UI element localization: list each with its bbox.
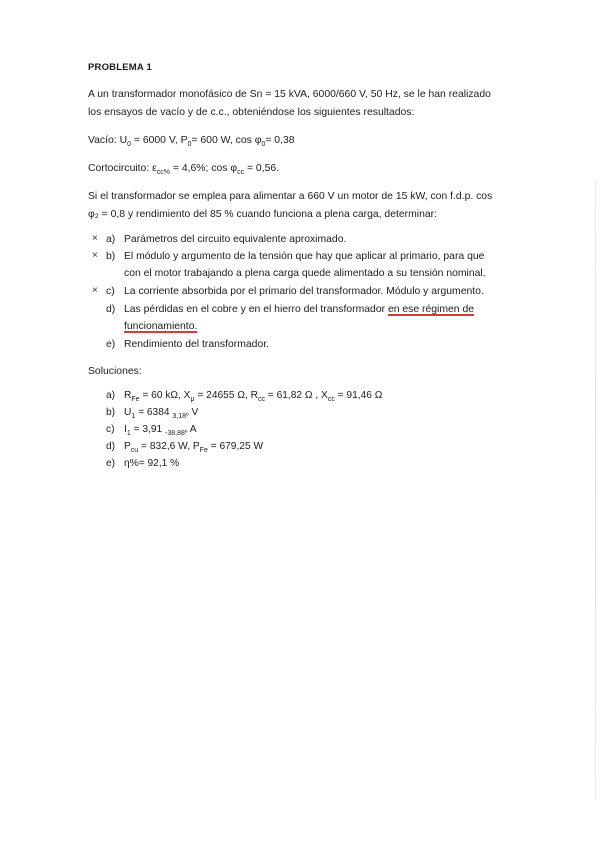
question-d: d) Las pérdidas en el cobre y en el hierro del transformador en ese régimen de [106,304,475,315]
question-b: b) El módulo y argumento de la tensión que hay que aplicar al primario, para que [106,251,485,262]
scan-edge [595,180,596,800]
check-mark-b: × [92,250,98,261]
check-mark-c: × [92,285,98,296]
statement-line-1: A un transformador monofásico de Sn = 15 kVA, 6000/660 V, 50 Hz, se le han realizado [88,89,491,100]
cortocircuito-line: Cortocircuito: $\varepsilon_{cc\%} = 4,6\%$; $\cos \varphi_{cc} = 0,56$. [88,163,280,177]
question-b-cont: con el motor trabajando a plena carga quede alimentado a su tensión nominal. [124,268,486,279]
solution-b: b) $U_1 = 6384$ $_{3,18º}$ V [106,407,199,421]
underlined-phrase: en ese régimen de [387,304,475,315]
problem-title: PROBLEMA 1 [88,62,152,73]
solution-d: d) $P_{cu} = 832,6$ W, $P_{Fe} = 679,25$ W [106,441,264,455]
statement-paragraph [88,86,528,122]
solution-a: a) $R_{Fe} = 60$ kΩ, $X_\mu = 24655$ Ω, $R_{cc} = 61,82$ Ω , $X_{cc} = 91,46$ Ω [106,390,383,404]
vacio-line: Vacío: $U_0 = 6000$ V, $P_0= 600$ W, $\cos \varphi_0= 0,38$ [88,135,295,149]
solution-c: c) $I_1 = 3,91$ $_{-38,88º}$ A [106,424,197,438]
solution-e: e) η%= 92,1 % [106,458,180,469]
solutions-heading: Soluciones: [88,366,142,377]
question-c: c) La corriente absorbida por el primario del transformador. Módulo y argumento. [106,286,484,297]
check-mark-a: × [92,233,98,244]
motor-line-1: Si el transformador se emplea para alimentar a 660 V un motor de 15 kW, con f.d.p. cos [88,191,493,202]
question-d-cont: funcionamiento. [124,321,198,332]
motor-line-2: φ₂ = 0,8 y rendimiento del 85 % cuando funciona a plena carga, determinar: [88,209,437,220]
question-a: a) Parámetros del circuito equivalente aproximado. [106,234,347,245]
motor-paragraph [88,188,528,224]
question-e: e) Rendimiento del transformador. [106,339,269,350]
statement-line-2: los ensayos de vacío y de c.c., obteniéndose los siguientes resultados: [88,107,415,118]
